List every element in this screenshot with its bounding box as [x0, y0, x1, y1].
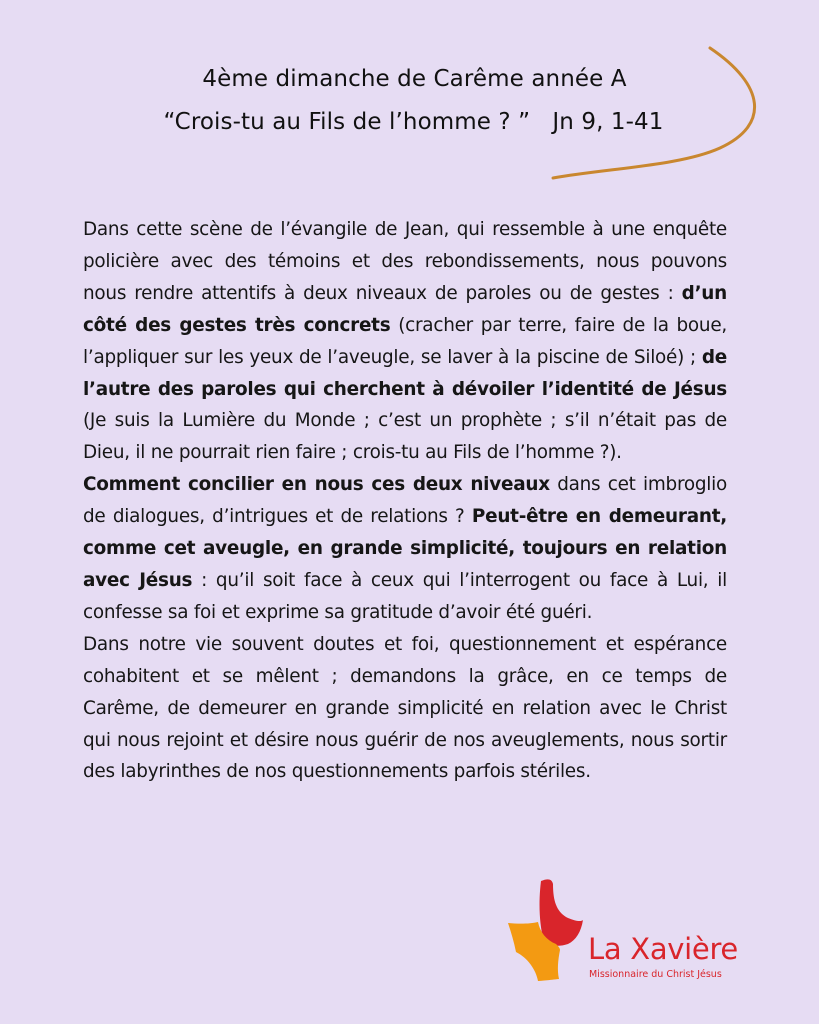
title-block [0, 58, 819, 144]
logo-name: La Xavière [588, 932, 738, 966]
page-subtitle: “Crois-tu au Fils de l’homme ? ” Jn 9, 1-41 [163, 109, 664, 135]
article-body [83, 214, 727, 788]
emphasis: d’un côté des gestes très concrets [83, 282, 727, 336]
page-title: 4ème dimanche de Carême année A [202, 66, 627, 92]
paragraph-2: Comment concilier en nous ces deux niveaux dans cet imbroglio de dialogues, d’intrigues et de relations ? Peut-être en demeurant, comme cet aveugle, en grande simplicité, toujours en relation avec Jésus : qu’il soit face à ceux qui l’interrogent ou face à Lui, il confesse sa foi et exprime sa gratitude d’avoir été guéri. [83, 474, 728, 623]
logo-tagline: Missionnaire du Christ Jésus [589, 969, 722, 980]
paragraph-3: Dans notre vie souvent doutes et foi, questionnement et espérance cohabitent et se mêlent ; demandons la grâce, en ce temps de Carême, de demeurer en grande simplicité en relation avec le Christ qui nous rejoint et désire nous guérir de nos aveuglements, nous sortir des labyrinthes de nos questionnements parfois stériles. [83, 633, 727, 783]
emphasis: de l’autre des paroles qui cherchent à dévoiler l’identité de Jésus [83, 346, 727, 400]
paragraph-1: Dans cette scène de l’évangile de Jean, qui ressemble à une enquête policière avec des témoins et des rebondissements, nous pouvons nous rendre attentifs à deux niveaux de paroles ou de gestes : d’un côté des gestes très concrets (cracher par terre, faire de la boue, l’appliquer sur les yeux de l’aveugle, se laver à la piscine de Siloé) ; de l’autre des paroles qui cherchent à dévoiler l’identité de Jésus (Je suis la Lumière du Monde ; c’est un prophète ; s’il n’était pas de Dieu, il ne pourrait rien faire ; crois-tu au Fils de l’homme ?). [83, 219, 727, 464]
emphasis: Comment concilier en nous ces deux niveaux [83, 474, 550, 496]
emphasis: Peut-être en demeurant, comme cet aveugle, en grande simplicité, toujours en relation avec Jésus [83, 506, 727, 591]
